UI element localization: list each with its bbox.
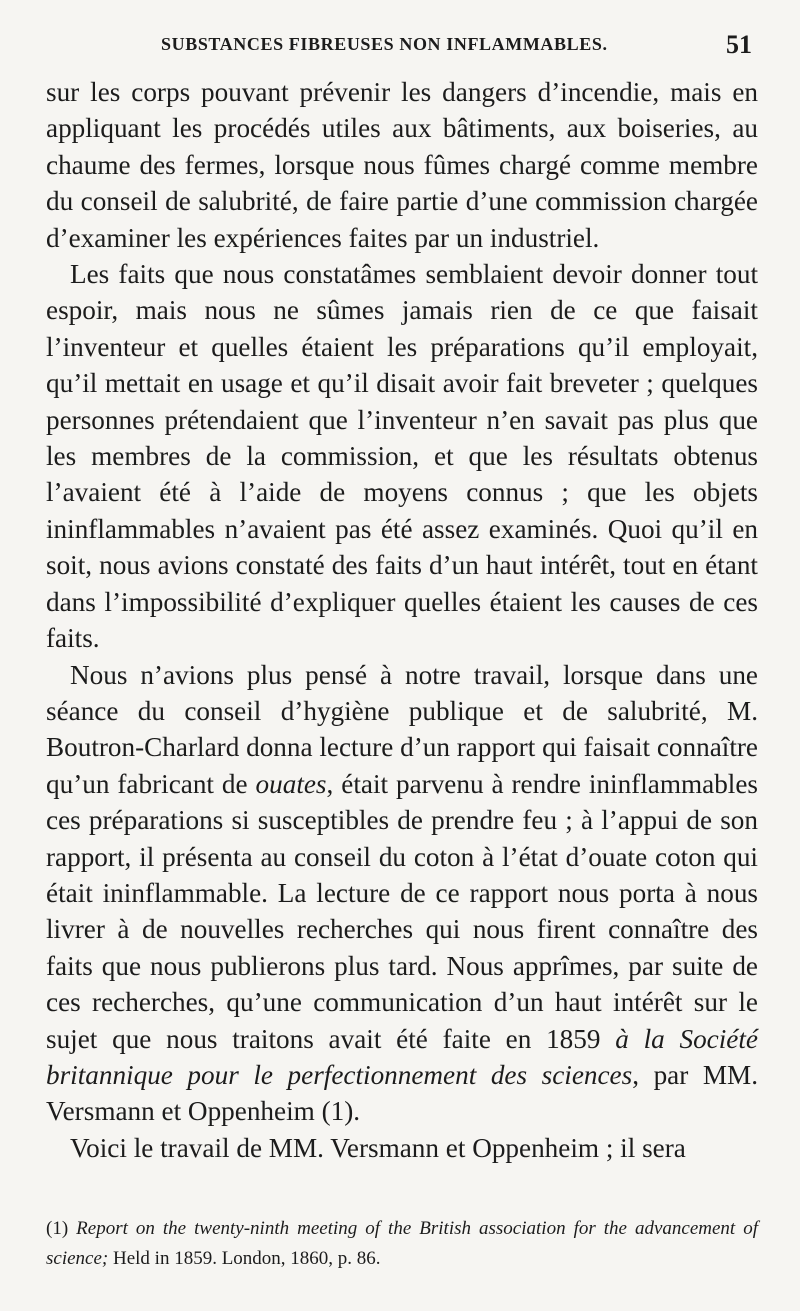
paragraph-3-emphasis-society: à la Société britannique pour le perfectionnement des sciences bbox=[46, 1023, 758, 1090]
paragraph-3 bbox=[46, 657, 758, 1130]
body-text bbox=[46, 74, 758, 1166]
footnote-citation: Held in 1859. London, 1860, p. 86. bbox=[108, 1248, 381, 1269]
paragraph-3-part-2: , était parvenu à rendre ininflammables ces préparations si susceptibles de prendre feu ; à l’appui de son rapport, il présenta au conseil du coton à l’état d’ouate coton qui était ininflammable. La lecture de ce rapport nous porta à nous livrer à de nouvelles recherches qui nous firent connaître des faits que nous publierons plus tard. Nous apprîmes, par suite de ces recherches, qu’une communication d’un haut intérêt sur le sujet que nous traitons avait été faite en 1859 bbox=[46, 768, 758, 1054]
paragraph-2: Les faits que nous constatâmes semblaient devoir donner tout espoir, mais nous ne sûmes jamais rien de ce que faisait l’inventeur et quelles étaient les préparations qu’il employait, qu’il mettait en usage et qu’il disait avoir fait breveter ; quelques personnes prétendaient que l’inventeur n’en savait pas plus que les membres de la commission, et que les résultats obtenus l’avaient été à l’aide de moyens connus ; que les objets ininflammables n’avaient pas été assez examinés. Quoi qu’il en soit, nous avions constaté des faits d’un haut intérêt, tout en étant dans l’impossibilité d’expliquer quelles étaient les causes de ces faits. bbox=[46, 259, 758, 654]
paragraph-3-part-3: , par MM. Versmann et Oppenheim (1). bbox=[46, 1059, 758, 1127]
running-head: SUBSTANCES FIBREUSES NON INFLAMMABLES. bbox=[161, 34, 608, 54]
paragraph-3-part-1: Nous n’avions plus pensé à notre travail, lorsque dans une séance du conseil d’hygiène publique et de salubrité, M. Boutron-Charlard donna lecture d’un rapport qui faisait connaître qu’un fabricant de bbox=[46, 659, 758, 799]
page-number: 51 bbox=[726, 30, 752, 59]
footnote bbox=[46, 1214, 758, 1274]
paragraph-3-emphasis-ouates: ouates bbox=[255, 768, 327, 799]
paragraph-1: sur les corps pouvant prévenir les dangers d’incendie, mais en appliquant les procédés utiles aux bâtiments, aux boiseries, au chaume des fermes, lorsque nous fûmes chargé comme membre du conseil de salubrité, de faire partie d’une commission chargée d’examiner les expériences faites par un industriel. bbox=[46, 77, 758, 253]
paragraph-4: Voici le travail de MM. Versmann et Oppenheim ; il sera bbox=[70, 1132, 686, 1163]
footnote-title: Report on the twenty-ninth meeting of the British association for the advancement of science; bbox=[46, 1218, 758, 1269]
page-header bbox=[46, 28, 760, 68]
footnote-mark: (1) bbox=[46, 1218, 69, 1239]
